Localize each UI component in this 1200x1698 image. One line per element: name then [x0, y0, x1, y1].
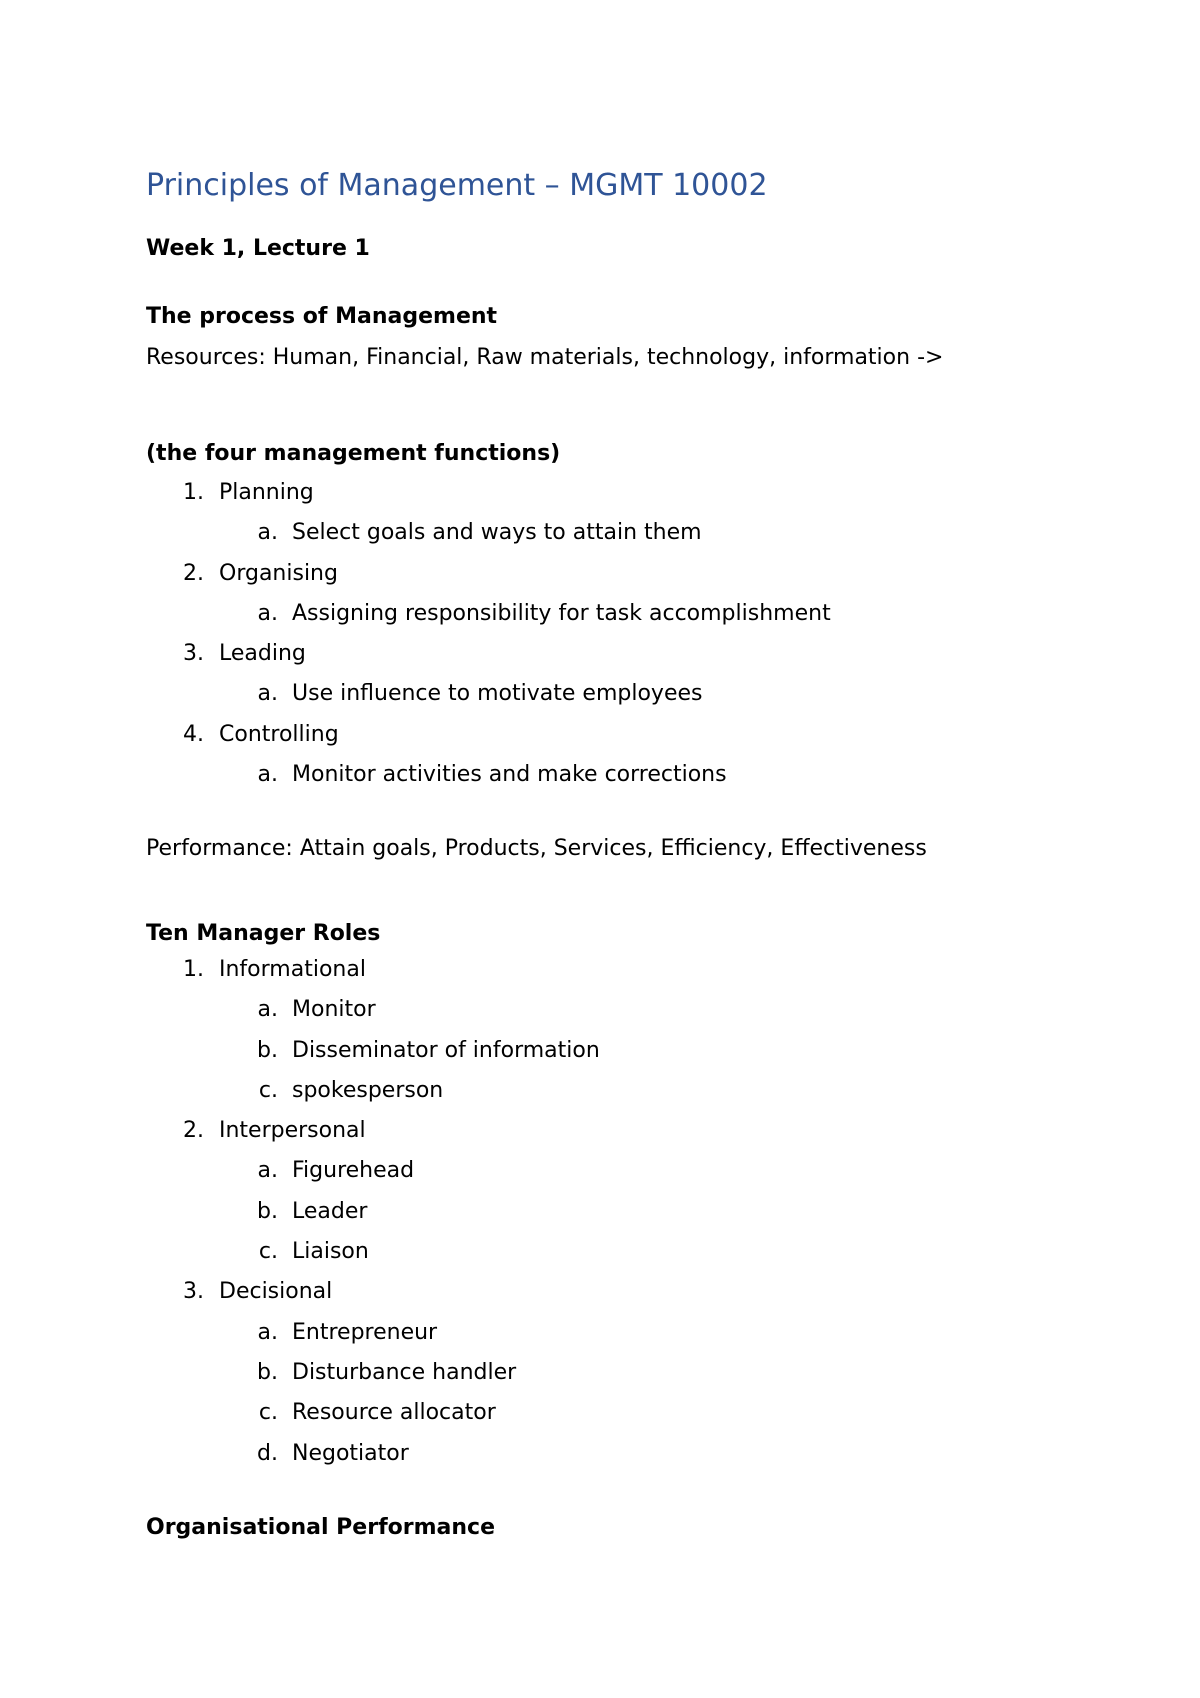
sub-list-marker: a. — [257, 681, 278, 707]
list-item-label: Organising — [219, 560, 338, 586]
list-item-label: Controlling — [219, 721, 339, 747]
functions-heading: (the four management functions) — [146, 441, 561, 466]
org-performance-heading: Organisational Performance — [146, 1515, 495, 1540]
sub-list-item-label: Leader — [292, 1198, 368, 1224]
list-item-label: Informational — [219, 957, 366, 982]
sub-list-marker: a. — [257, 600, 278, 626]
list-item-label: Interpersonal — [219, 1118, 366, 1144]
sub-list-marker: b. — [257, 1037, 278, 1063]
resources-line: Resources: Human, Financial, Raw materials, technology, information -> — [146, 345, 944, 370]
document-title: Principles of Management – MGMT 10002 — [146, 168, 768, 203]
sub-list-item-label: Negotiator — [292, 1440, 409, 1466]
sub-list-item-label: spokesperson — [292, 1077, 444, 1103]
sub-list-item-label: Entrepreneur — [292, 1319, 438, 1345]
sub-list-item-label: Monitor — [292, 997, 376, 1023]
list-marker: 4. — [183, 721, 204, 747]
performance-line: Performance: Attain goals, Products, Services, Efficiency, Effectiveness — [146, 836, 927, 861]
sub-list-marker: a. — [257, 762, 278, 788]
list-marker: 2. — [183, 1118, 204, 1144]
roles-heading: Ten Manager Roles — [146, 921, 381, 946]
sub-list-marker: a. — [257, 1319, 278, 1345]
sub-list-marker: b. — [257, 1359, 278, 1385]
list-marker: 1. — [183, 480, 204, 505]
sub-list-item-label: Assigning responsibility for task accomplishment — [292, 600, 831, 626]
sub-list-item-label: Disturbance handler — [292, 1359, 517, 1385]
list-marker: 1. — [183, 957, 204, 982]
sub-list-item-label: Resource allocator — [292, 1400, 496, 1426]
sub-list-item-label: Figurehead — [292, 1158, 415, 1184]
sub-list-marker: a. — [257, 520, 278, 546]
sub-list-item-label: Liaison — [292, 1239, 369, 1265]
sub-list-item-label: Monitor activities and make corrections — [292, 762, 727, 788]
sub-list-marker: a. — [257, 1158, 278, 1184]
list-marker: 3. — [183, 1279, 204, 1305]
sub-list-marker: c. — [258, 1077, 278, 1103]
list-marker: 3. — [183, 641, 204, 667]
process-heading: The process of Management — [146, 304, 498, 329]
sub-list-marker: c. — [258, 1400, 278, 1426]
sub-list-marker: b. — [257, 1198, 278, 1224]
list-item-label: Leading — [219, 641, 306, 667]
sub-list-item-label: Use influence to motivate employees — [292, 681, 703, 707]
sub-list-marker: a. — [257, 997, 278, 1023]
sub-list-item-label: Disseminator of information — [292, 1037, 600, 1063]
sub-list-item-label: Select goals and ways to attain them — [292, 520, 702, 546]
week-heading: Week 1, Lecture 1 — [146, 236, 370, 261]
list-item-label: Decisional — [219, 1279, 333, 1305]
sub-list-marker: c. — [258, 1239, 278, 1265]
sub-list-marker: d. — [257, 1440, 278, 1466]
list-marker: 2. — [183, 560, 204, 586]
list-item-label: Planning — [219, 480, 314, 505]
